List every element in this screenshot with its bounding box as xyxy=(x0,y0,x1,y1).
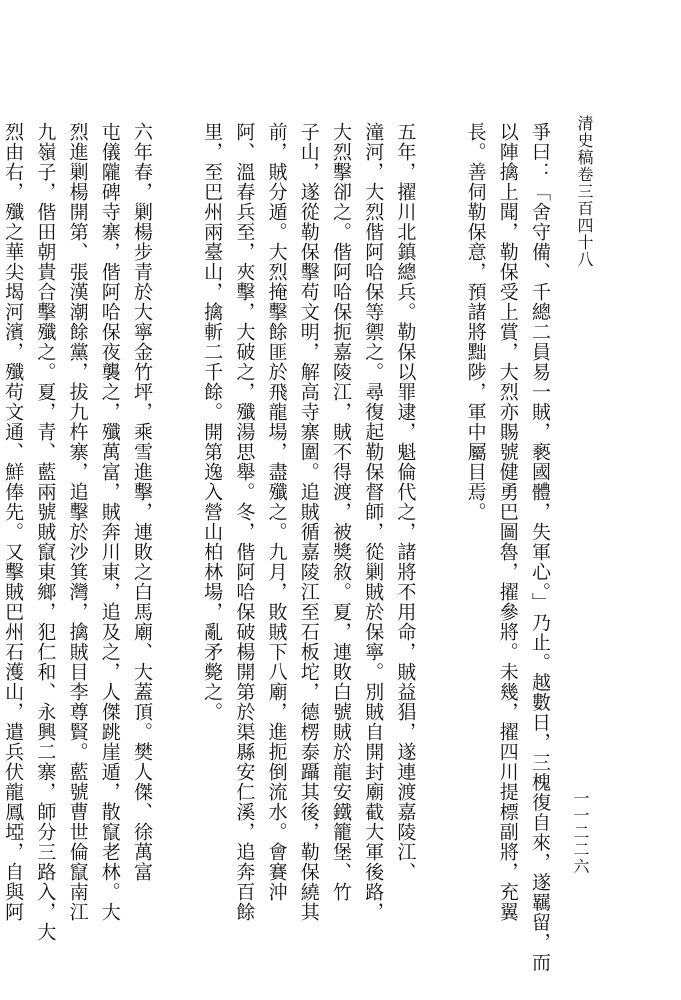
text-column-6: 大烈擊卻之。偕阿哈保扼嘉陵江，賊不得渡，被獎敘。夏，連敗白號賊於龍安鐵籠堡、竹 xyxy=(329,122,352,902)
text-column-9: 阿、溫春兵至，夾擊，大破之，殲湯思舉。冬，偕阿哈保破楊開第於渠縣安仁溪，追奔百餘 xyxy=(233,122,256,922)
vertical-text-body xyxy=(2,122,556,973)
text-column-14: 九嶺子，偕田朝貴合擊殲之。夏，青、藍兩號賊竄東鄉，犯仁和、永興二寨，師分三路入，大 xyxy=(34,122,57,942)
text-column-5: 潼河，大烈偕阿哈保等禦之。尋復起勒保督師，從剿賊於保寧。別賊自開封廟截大軍後路， xyxy=(362,122,385,922)
text-column-12: 屯儀隴碑寺寨，偕阿哈保夜襲之，殲萬富，賊奔川東，追及之，人傑跳崖遁，散竄老林。大 xyxy=(98,122,121,922)
text-column-10: 里，至巴州兩臺山，擒斬二千餘。開第逸入營山柏林場，亂矛斃之。 xyxy=(201,122,224,722)
text-column-3: 長。善伺勒保意，預諸將黜陟，軍中屬目焉。 xyxy=(464,122,487,522)
text-column-13: 烈進剿楊開第、張漢潮餘黨，拔九杵寨，追擊於沙箕灣，擒賊目李尊賢。藍號曹世倫竄南江 xyxy=(66,122,89,922)
text-column-7: 子山，遂從勒保擊苟文明，解高寺寨圍。追賊循嘉陵江至石板坨，德楞泰躡其後，勒保繞其 xyxy=(297,122,320,922)
text-column-15: 烈由右，殲之華尖堨河濱，殲苟文通、鮮俸先。又擊賊巴州石濩山，遣兵伏龍鳳埡，自與阿 xyxy=(2,122,25,922)
text-column-2: 以陣擒上聞，勒保受上賞，大烈亦賜號健勇巴圖魯，擢參將。未幾，擢四川提標副將，充翼 xyxy=(496,122,519,922)
text-column-1: 爭曰：「舍守備、千總二員易一賊，褻國體，失軍心。」乃止。越數日，三槐復自來，遂羈留，而 xyxy=(529,122,551,973)
running-title: 清史稿卷三百四十八 xyxy=(575,115,594,268)
text-column-8: 前，賊分遁。大烈掩擊餘匪於飛龍場，盡殲之。九月，敗賊下八廟，進扼倒流水。會賽沖 xyxy=(265,122,288,902)
text-column-11: 六年春，剿楊步青於大寧金竹坪，乘雪進擊，連敗之白馬廟、大蓋頂。樊人傑、徐萬富 xyxy=(130,122,153,882)
text-column-4: 五年，擢川北鎮總兵。勒保以罪逮，魁倫代之，諸將不用命，賊益猖，遂連渡嘉陵江、 xyxy=(394,122,417,882)
page-number: 一一二二六 xyxy=(571,790,590,875)
